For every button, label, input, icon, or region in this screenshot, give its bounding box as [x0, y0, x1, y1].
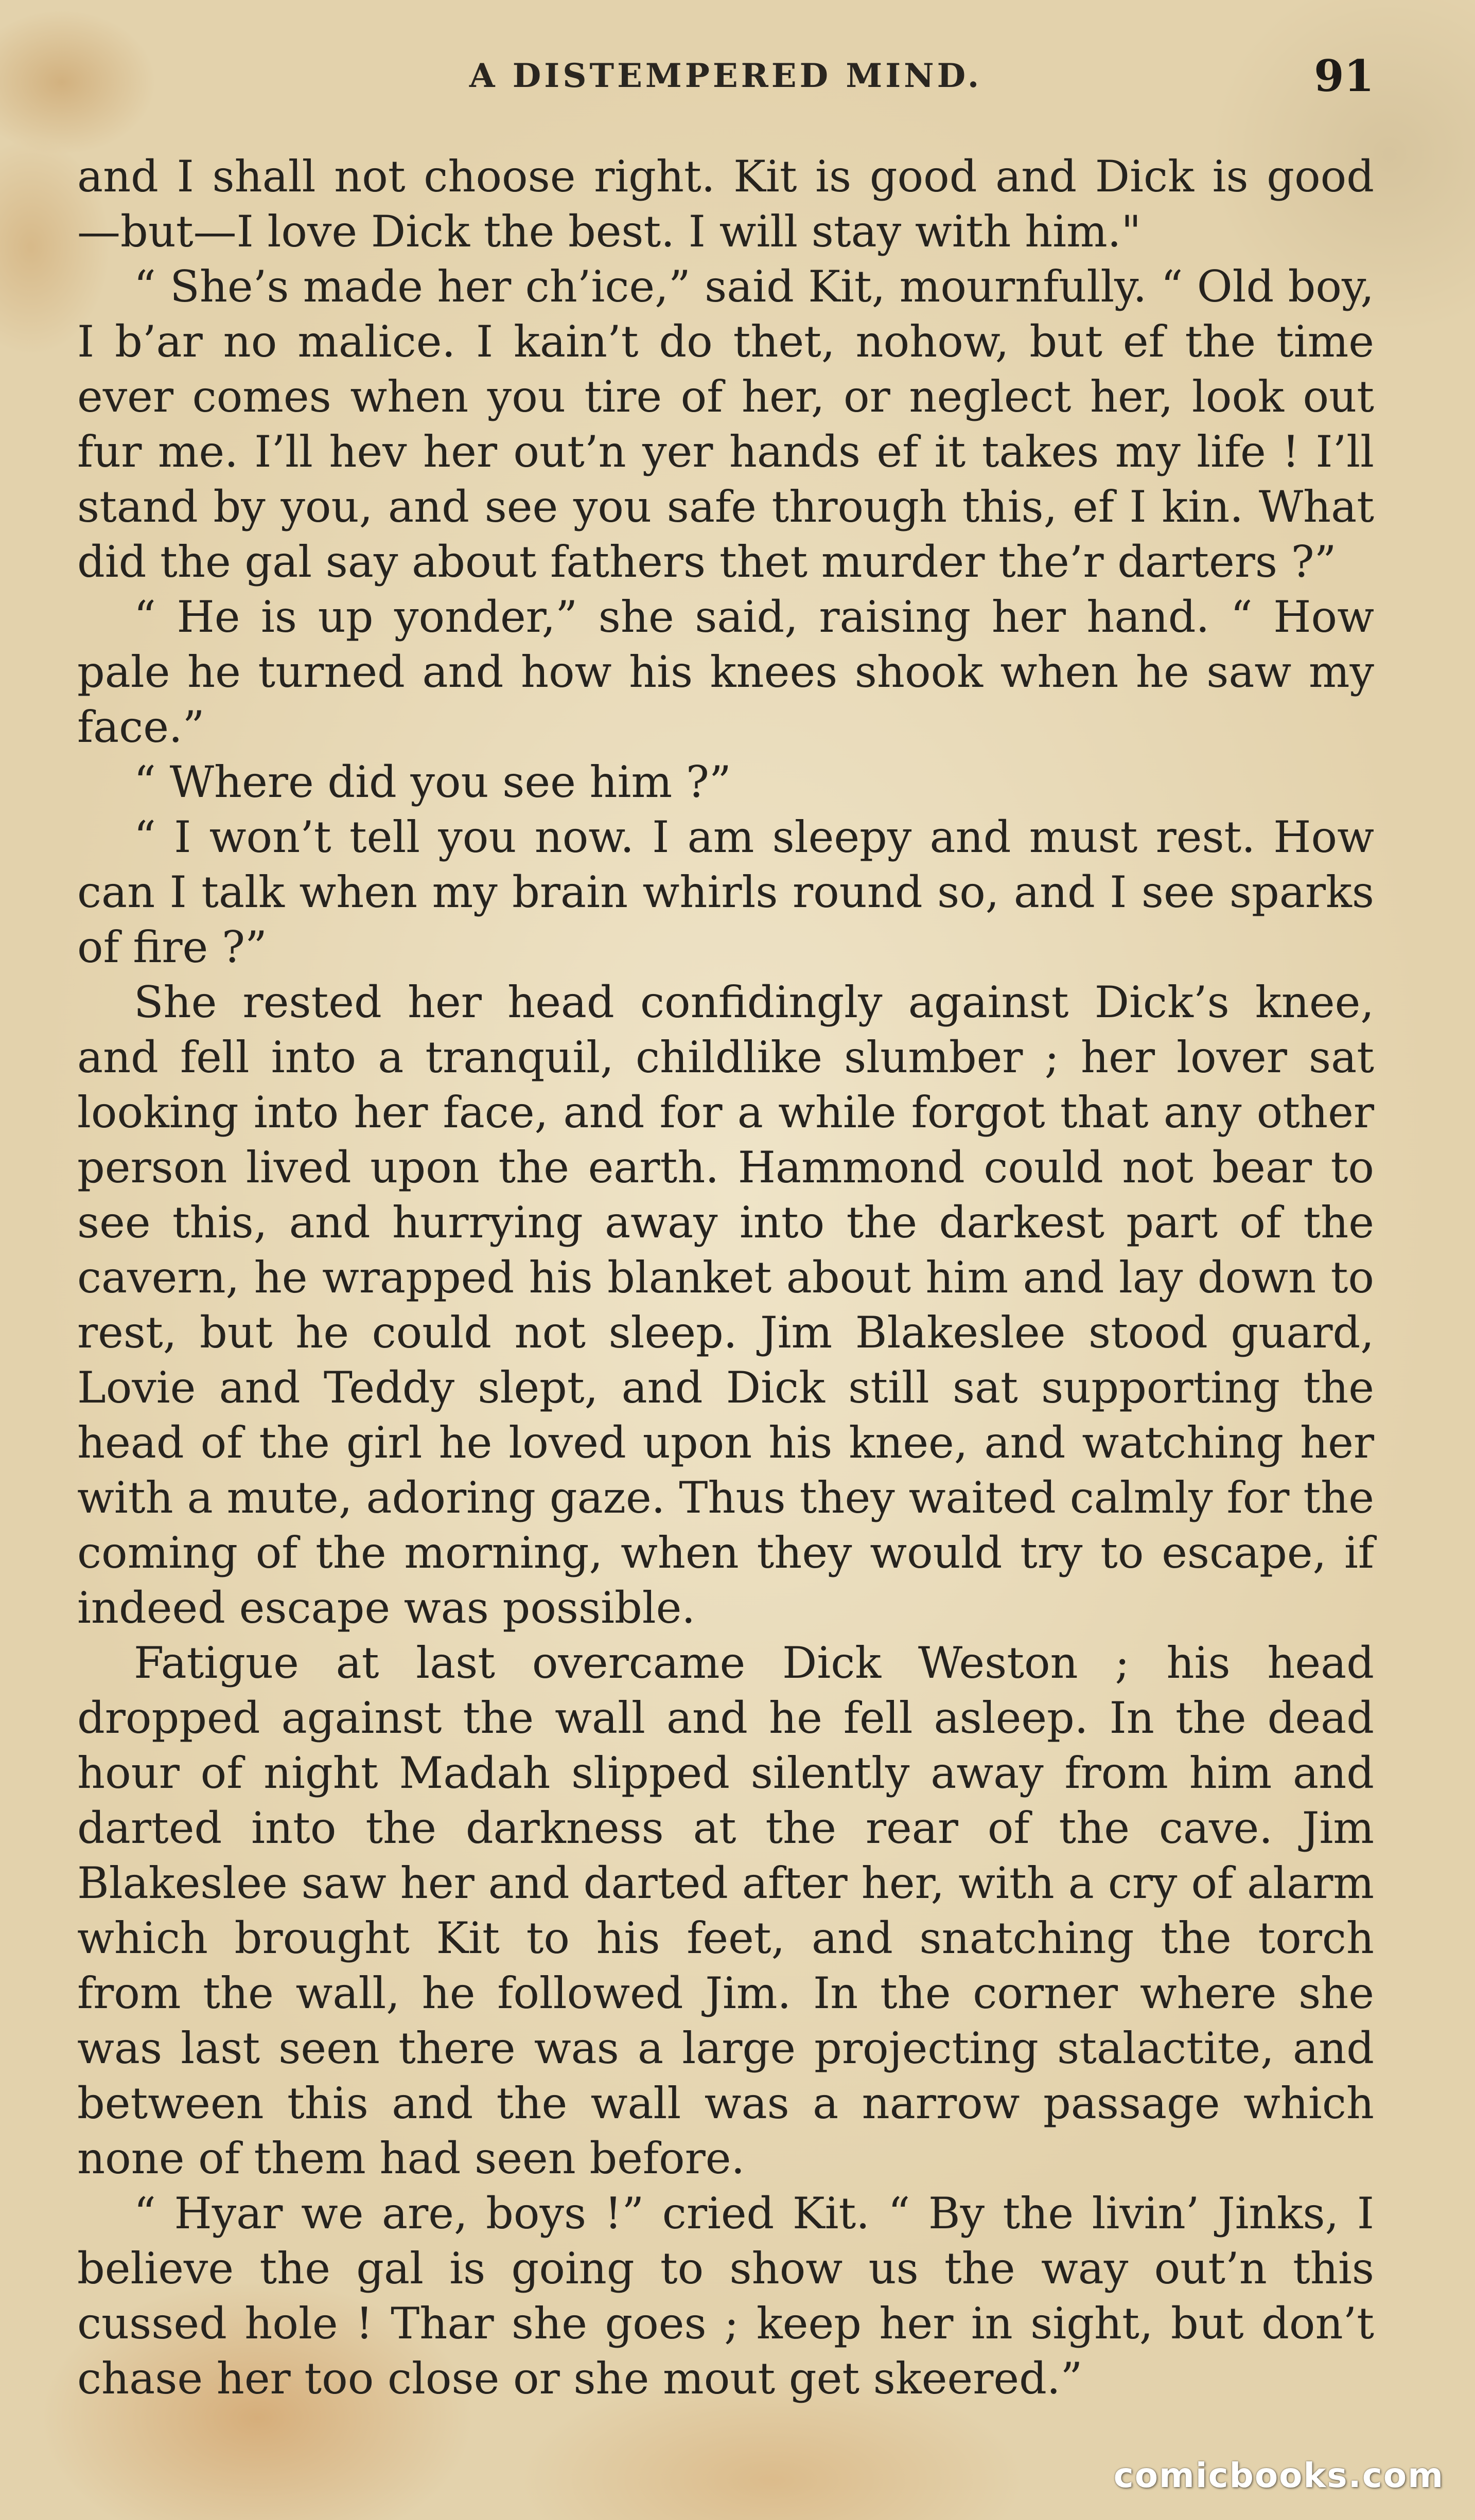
paragraph-7: Fatigue at last overcame Dick Weston ; his head dropped against the wall and he fell asleep. In the dead hour of night Madah slipped silently away from him and darted into the darkness at the rear of the cave. Jim Blakeslee saw her and darted after her, with a cry of alarm which brought Kit to his feet, and snatching the torch from the wall, he followed Jim. In the corner where she was last seen there was a large projecting stalactite, and between this and the wall was a narrow passage which none of them had seen before.: [77, 1638, 1374, 2184]
paragraph-1: and I shall not choose right. Kit is good and Dick is good —but—I love Dick the best. I will stay with him.": [77, 151, 1374, 257]
paragraph-6: She rested her head confidingly against Dick’s knee, and fell into a tranquil, childlike slumber ; her lover sat looking into her face, and for a while forgot that any other person lived upon the earth. Hammond could not bear to see this, and hurrying away into the darkest part of the cavern, he wrapped his blanket about him and lay down to rest, but he could not sleep. Jim Blakeslee stood guard, Lovie and Teddy slept, and Dick still sat supporting the head of the girl he loved upon his knee, and watching her with a mute, adoring gaze. Thus they waited calmly for the coming of the morning, when they would try to escape, if indeed escape was possible.: [77, 977, 1374, 1633]
paragraph-5: “ I won’t tell you now. I am sleepy and must rest. How can I talk when my brain whirls round so, and I see sparks of fire ?”: [77, 812, 1374, 972]
body-text: [77, 149, 1374, 2406]
page-number: 91: [1314, 50, 1374, 101]
page-header: [77, 41, 1374, 113]
running-head: A DISTEMPERED MIND.: [469, 57, 982, 95]
watermark: comicbooks.com: [1113, 2456, 1444, 2495]
paragraph-4: “ Where did you see him ?”: [134, 757, 731, 807]
paragraph-8: “ Hyar we are, boys !” cried Kit. “ By the livin’ Jinks, I believe the gal is going to show us the way out’n this cussed hole ! Thar she goes ; keep her in sight, but don’t chase her too close or she mout get skeered.”: [77, 2188, 1374, 2404]
paragraph-2: “ She’s made her ch’ice,” said Kit, mournfully. “ Old boy, I b’ar no malice. I kain’t do thet, nohow, but ef the time ever comes when you tire of her, or neglect her, look out fur me. I’ll hev her out’n yer hands ef it takes my life ! I’ll stand by you, and see you safe through this, ef I kin. What did the gal say about fathers thet murder the’r darters ?”: [77, 261, 1374, 587]
paragraph-3: “ He is up yonder,” she said, raising her hand. “ How pale he turned and how his knees shook when he saw my face.”: [77, 592, 1374, 752]
